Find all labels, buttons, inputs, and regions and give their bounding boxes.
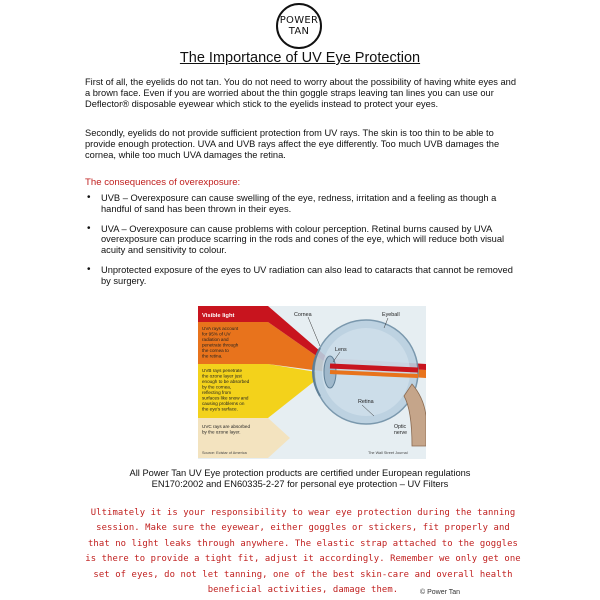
list-item: • Unprotected exposure of the eyes to UV radiation can also lead to cataracts that cannot be removed by surgery. — [85, 265, 521, 287]
page-title: The Importance of UV Eye Protection — [179, 50, 421, 66]
closing-statement — [85, 506, 521, 598]
logo-line-1: POWER — [279, 15, 319, 26]
optic-nerve-label-1: nerve — [394, 430, 407, 436]
logo-line-2: TAN — [288, 26, 310, 37]
caption-line: All Power Tan UV Eye protection products are certified under European regulations — [129, 468, 471, 478]
cornea-label: Cornea — [294, 312, 312, 318]
uva-label-4: the cornea to — [202, 348, 229, 353]
uva-label-2: radiation and — [202, 337, 229, 342]
consequences-list — [85, 193, 521, 287]
power-tan-logo — [276, 3, 322, 49]
list-item: • UVB – Overexposure can cause swelling of the eye, redness, irritation and a feeling as though a handful of sand has been thrown in their eyes. — [85, 193, 521, 215]
copyright-notice: © Power Tan — [420, 589, 461, 596]
uvb-label-0: UVB rays penetrate — [202, 368, 243, 373]
closing-line: set of eyes, do not let tanning, one of the best skin-care and overall health — [93, 569, 513, 580]
uvb-label-2: enough to be absorbed — [202, 379, 250, 384]
list-item: • UVA – Overexposure can cause problems with colour perception. Retinal burns caused by UVA overexposure can produce scarring in the rods and cones of the eye, which will reduce both visual acuity and sensitivity to colour. — [85, 224, 521, 256]
consequences-heading: The consequences of overexposure: — [85, 177, 241, 188]
lens-label: Lens — [335, 347, 347, 353]
uvc-label-0: UVC rays are absorbed — [202, 424, 251, 429]
uva-label-1: for 95% of UV — [202, 331, 231, 337]
figure-source: Source: Ecistar of America — [202, 451, 247, 455]
uvb-label-3: by the cornea, — [202, 384, 232, 390]
closing-line: session. Make sure the eyewear, either goggles or stickers, fit properly and — [96, 523, 510, 534]
caption-line: EN170:2002 and EN60335-2-27 for personal eye protection – UV Filters — [151, 479, 449, 489]
visible-light-label: Visible light — [202, 313, 235, 319]
closing-line: Ultimately it is your responsibility to wear eye protection during the tanning — [90, 508, 516, 518]
uva-label-5: the retina. — [202, 353, 223, 359]
uvb-label-4: reflecting from — [202, 390, 232, 395]
uvc-label-1: by the ozone layer. — [202, 429, 241, 435]
retina-label: Retina — [358, 399, 374, 405]
optic-nerve-label-0: Optic — [394, 424, 407, 430]
uvb-label-5: surfaces like snow and — [202, 395, 249, 401]
uva-label-0: UVA rays account — [202, 326, 239, 331]
eyeball-label: Eyeball — [382, 312, 400, 318]
closing-line: is there to provide a tight fit, adjust it accordingly. Remember we only get one — [85, 554, 521, 565]
uvb-label-1: the ozone layer just — [202, 373, 242, 379]
certification-caption — [0, 468, 600, 490]
closing-line: beneficial activities, damage them. — [207, 585, 399, 596]
paragraph-eyelids-tan: First of all, the eyelids do not tan. You do not need to worry about the possibility of having white eyes and a brown face. Even if you are worried about the thin goggle straps leaving tan lines you can use our Deflector® disposable eyewear which stick to the eyelids instead to protect your eyes. — [85, 77, 517, 109]
uva-label-3: penetrate through — [202, 342, 239, 348]
closing-line: that no light leaks through anywhere. The elastic strap attached to the goggles — [87, 538, 518, 549]
paragraph-eyelids-protection: Secondly, eyelids do not provide sufficient protection from UV rays. The skin is too thin to be able to provide enough protection. UVA and UVB rays affect the eye differently. Too much UVB damages the cornea, while too much UVA damages the retina. — [85, 128, 500, 160]
uvb-label-7: the eye's surface. — [202, 406, 238, 412]
figure-credit: The Wall Street Journal — [368, 451, 408, 455]
uvb-label-6: causing problems on — [202, 401, 245, 406]
uv-eye-diagram — [198, 306, 426, 459]
